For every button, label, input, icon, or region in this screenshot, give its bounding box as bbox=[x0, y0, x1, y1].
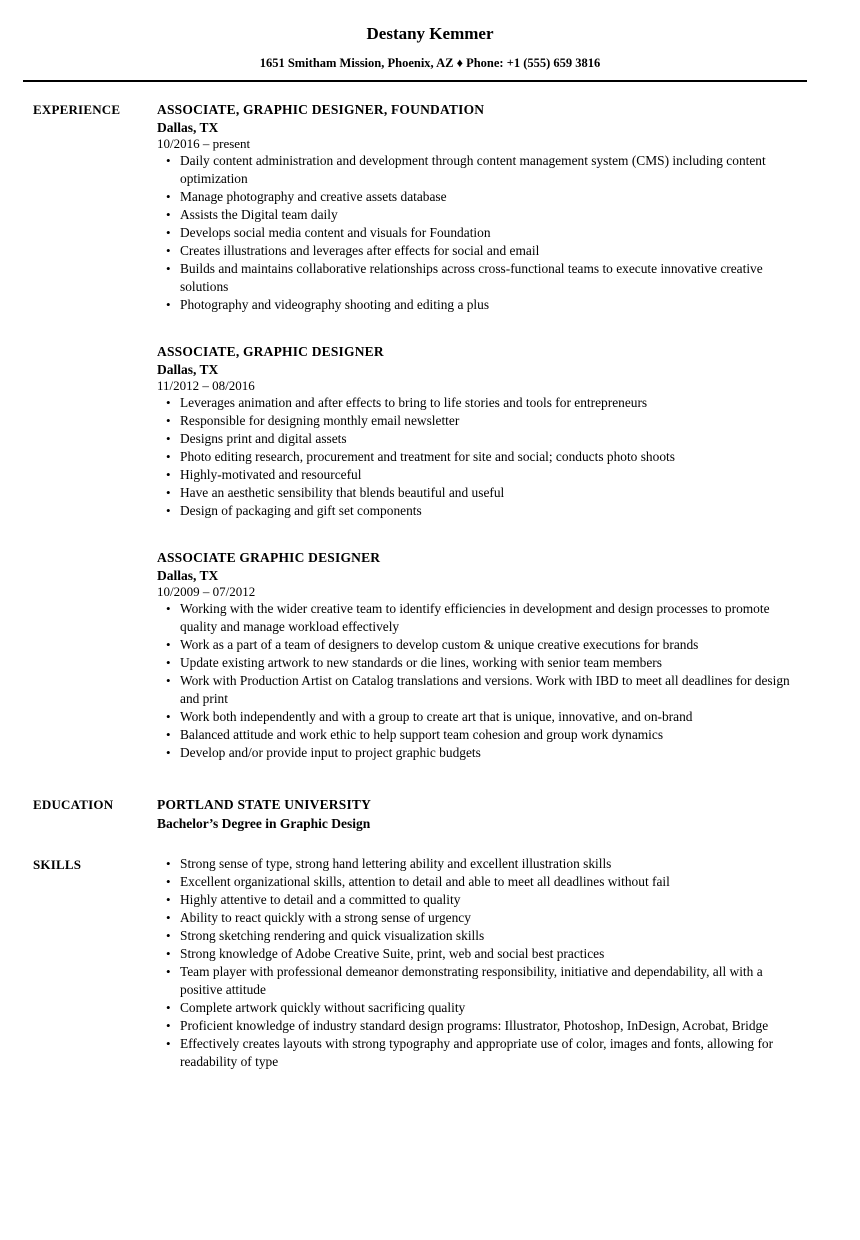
bullet-item: • Complete artwork quickly without sacrificing quality bbox=[157, 999, 802, 1017]
experience-jobs bbox=[157, 100, 807, 762]
job-entry bbox=[157, 342, 807, 520]
bullet-item: • Effectively creates layouts with strong typography and appropriate use of color, images and fonts, allowing for readability of type bbox=[157, 1035, 802, 1071]
bullet-item: • Daily content administration and development through content management system (CMS) including content optimization bbox=[157, 152, 802, 188]
job-title: ASSOCIATE, GRAPHIC DESIGNER bbox=[157, 344, 384, 359]
bullet-item: • Responsible for designing monthly email newsletter bbox=[157, 412, 802, 430]
job-dates: 11/2012 – 08/2016 bbox=[157, 378, 255, 393]
job-location: Dallas, TX bbox=[157, 120, 219, 135]
job-bullet-list bbox=[157, 394, 807, 520]
job-dates: 10/2009 – 07/2012 bbox=[157, 584, 256, 599]
bullet-item: • Proficient knowledge of industry standard design programs: Illustrator, Photoshop, InDesign, Acrobat, Bridge bbox=[157, 1017, 802, 1035]
job-title: ASSOCIATE, GRAPHIC DESIGNER, FOUNDATION bbox=[157, 102, 485, 117]
resume-header bbox=[0, 0, 860, 82]
section-label-skills: SKILLS bbox=[33, 857, 82, 872]
bullet-item: • Update existing artwork to new standards or die lines, working with senior team members bbox=[157, 654, 802, 672]
job-dates: 10/2016 – present bbox=[157, 136, 251, 151]
bullet-item: • Strong sketching rendering and quick visualization skills bbox=[157, 927, 802, 945]
section-label-experience: EXPERIENCE bbox=[33, 102, 121, 117]
bullet-item: • Strong knowledge of Adobe Creative Suite, print, web and social best practices bbox=[157, 945, 802, 963]
bullet-item: • Work as a part of a team of designers to develop custom & unique creative executions for brands bbox=[157, 636, 802, 654]
job-bullet-list bbox=[157, 600, 807, 762]
job-bullet-list bbox=[157, 152, 807, 314]
bullet-item: • Manage photography and creative assets database bbox=[157, 188, 802, 206]
bullet-item: • Photography and videography shooting and editing a plus bbox=[157, 296, 802, 314]
education-degree: Bachelor’s Degree in Graphic Design bbox=[157, 816, 371, 831]
section-label-education: EDUCATION bbox=[33, 797, 114, 812]
bullet-item: • Strong sense of type, strong hand lettering ability and excellent illustration skills bbox=[157, 855, 802, 873]
bullet-item: • Designs print and digital assets bbox=[157, 430, 802, 448]
bullet-item: • Ability to react quickly with a strong sense of urgency bbox=[157, 909, 802, 927]
experience-section bbox=[0, 100, 860, 762]
skills-content bbox=[157, 855, 807, 1071]
job-entry bbox=[157, 548, 807, 762]
education-school: PORTLAND STATE UNIVERSITY bbox=[157, 797, 372, 812]
bullet-item: • Work both independently and with a group to create art that is unique, innovative, and on-brand bbox=[157, 708, 802, 726]
skills-section bbox=[0, 855, 860, 1071]
candidate-name: Destany Kemmer bbox=[366, 24, 494, 43]
header-divider bbox=[23, 80, 807, 82]
bullet-item: • Team player with professional demeanor demonstrating responsibility, initiative and dependability, all with a positive attitude bbox=[157, 963, 802, 999]
education-section bbox=[0, 795, 860, 833]
bullet-item: • Develops social media content and visuals for Foundation bbox=[157, 224, 802, 242]
bullet-item: • Work with Production Artist on Catalog translations and versions. Work with IBD to meet all deadlines for design and print bbox=[157, 672, 802, 708]
bullet-item: • Have an aesthetic sensibility that blends beautiful and useful bbox=[157, 484, 802, 502]
education-content bbox=[157, 795, 807, 833]
bullet-item: • Design of packaging and gift set components bbox=[157, 502, 802, 520]
bullet-item: • Develop and/or provide input to project graphic budgets bbox=[157, 744, 802, 762]
bullet-item: • Leverages animation and after effects to bring to life stories and tools for entrepreneurs bbox=[157, 394, 802, 412]
bullet-item: • Working with the wider creative team to identify efficiencies in development and design processes to promote quality and manage workload effectively bbox=[157, 600, 802, 636]
bullet-item: • Creates illustrations and leverages after effects for social and email bbox=[157, 242, 802, 260]
bullet-item: • Balanced attitude and work ethic to help support team cohesion and group work dynamics bbox=[157, 726, 802, 744]
bullet-item: • Highly attentive to detail and a committed to quality bbox=[157, 891, 802, 909]
job-entry bbox=[157, 100, 807, 314]
job-location: Dallas, TX bbox=[157, 568, 219, 583]
job-title: ASSOCIATE GRAPHIC DESIGNER bbox=[157, 550, 381, 565]
bullet-item: • Builds and maintains collaborative relationships across cross-functional teams to execute innovative creative solutions bbox=[157, 260, 802, 296]
bullet-item: • Excellent organizational skills, attention to detail and able to meet all deadlines without fail bbox=[157, 873, 802, 891]
contact-line: 1651 Smitham Mission, Phoenix, AZ ♦ Phone: +1 (555) 659 3816 bbox=[259, 56, 601, 70]
job-location: Dallas, TX bbox=[157, 362, 219, 377]
skills-bullet-list bbox=[157, 855, 807, 1071]
bullet-item: • Assists the Digital team daily bbox=[157, 206, 802, 224]
bullet-item: • Highly-motivated and resourceful bbox=[157, 466, 802, 484]
bullet-item: • Photo editing research, procurement and treatment for site and social; conducts photo shoots bbox=[157, 448, 802, 466]
